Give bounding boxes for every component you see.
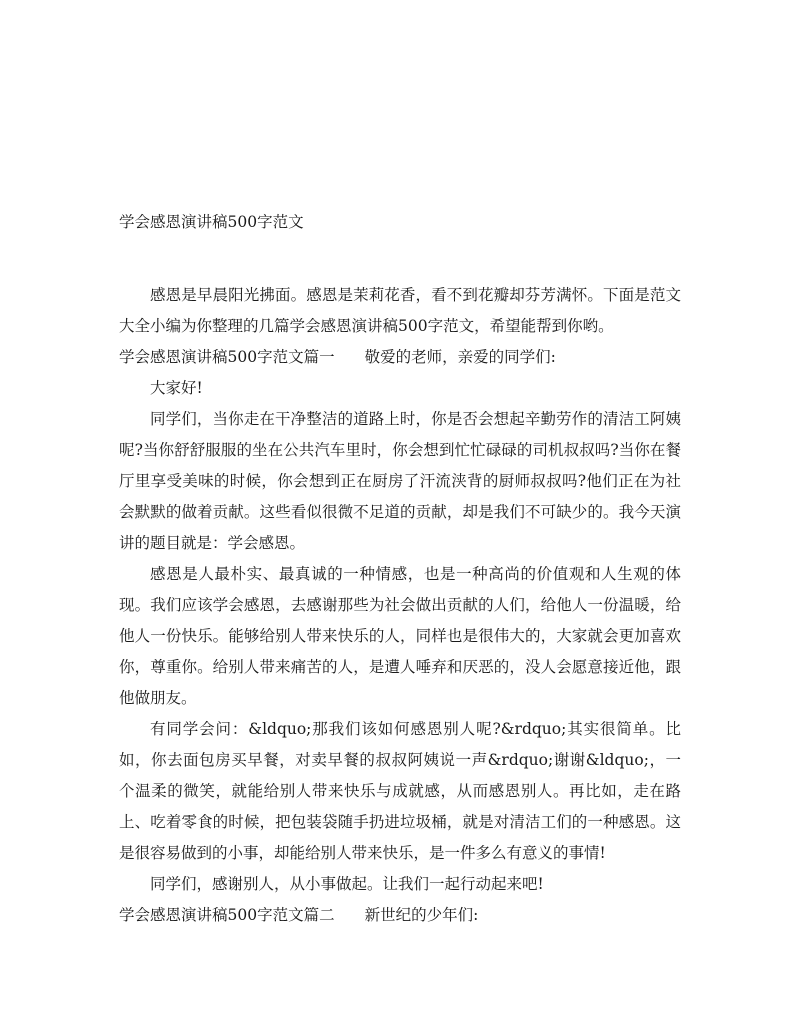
section1-paragraph: 同学们，感谢别人，从小事做起。让我们一起行动起来吧! (150, 875, 544, 893)
section1-greeting: 敬爱的老师，亲爱的同学们: (364, 348, 556, 366)
section1-heading-line (119, 342, 681, 373)
section1-paragraph: 大家好! (150, 379, 203, 397)
document-title: 学会感恩演讲稿500字范文 (119, 213, 304, 231)
section1-paragraph: 感恩是人最朴实、最真诚的一种情感，也是一种高尚的价值观和人生观的体现。我们应该学会感恩，去感谢那些为社会做出贡献的人们，给他人一份温暖，给他人一份快乐。能够给别人带来快乐的人，同样也是很伟大的，大家就会更加喜欢你，尊重你。给别人带来痛苦的人，是遭人唾弃和厌恶的，没人会愿意接近他，跟他做朋友。 (119, 565, 681, 707)
intro-paragraph: 感恩是早晨阳光拂面。感恩是茉莉花香，看不到花瓣却芬芳满怀。下面是范文大全小编为你整理的几篇学会感恩演讲稿500字范文，希望能帮到你哟。 (119, 286, 681, 335)
section2-heading: 学会感恩演讲稿500字范文篇二 (119, 906, 335, 924)
section1-paragraph: 有同学会问：&ldquo;那我们该如何感恩别人呢?&rdquo;其实很简单。比如，你去面包房买早餐，对卖早餐的叔叔阿姨说一声&rdquo;谢谢&ldquo;，一个温柔的微笑，就能给别人带来快乐与成就感，从而感恩别人。再比如，走在路上、吃着零食的时候，把包装袋随手扔进垃圾桶，就是对清洁工们的一种感恩。这是很容易做到的小事，却能给别人带来快乐，是一件多么有意义的事情! (119, 720, 681, 862)
section2-greeting: 新世纪的少年们: (364, 906, 479, 924)
document-body (119, 207, 681, 931)
section1-paragraph: 同学们，当你走在干净整洁的道路上时，你是否会想起辛勤劳作的清洁工阿姨呢?当你舒舒服服的坐在公共汽车里时，你会想到忙忙碌碌的司机叔叔吗?当你在餐厅里享受美味的时候，你会想到正在厨房了汗流浃背的厨师叔叔吗?他们正在为社会默默的做着贡献。这些看似很微不足道的贡献，却是我们不可缺少的。我今天演讲的题目就是：学会感恩。 (119, 410, 681, 552)
section2-heading-line (119, 900, 681, 931)
section1-heading: 学会感恩演讲稿500字范文篇一 (119, 348, 335, 366)
